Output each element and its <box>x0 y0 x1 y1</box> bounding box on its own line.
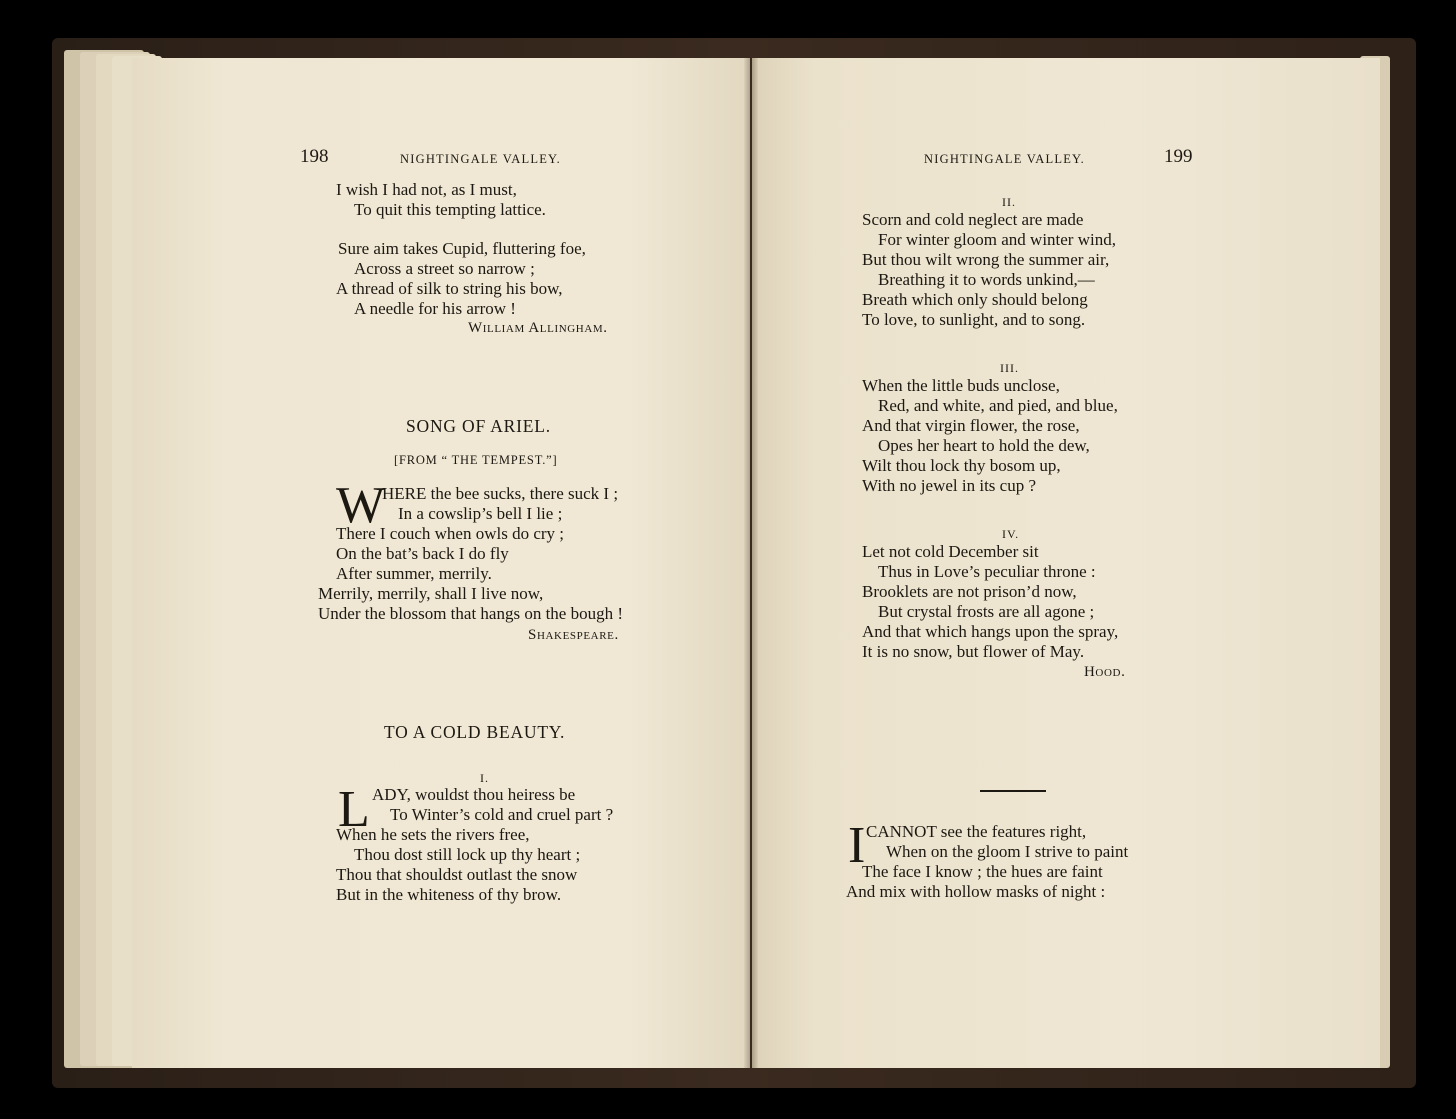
poem-line: To love, to sunlight, and to song. <box>862 310 1086 329</box>
poem-line: Wilt thou lock thy bosom up, <box>862 456 1061 475</box>
poem-title: SONG OF ARIEL. <box>406 416 551 436</box>
poem-line: To quit this tempting lattice. <box>354 200 546 219</box>
poem-line: A thread of silk to string his bow, <box>336 279 563 298</box>
poem-line: ADY, wouldst thou heiress be <box>372 785 576 804</box>
poem-line: The face I know ; the hues are faint <box>862 862 1103 881</box>
poem-line: Thou that shouldst outlast the snow <box>336 865 578 884</box>
poem-line: Opes her heart to hold the dew, <box>878 436 1090 455</box>
poem-line: And that virgin flower, the rose, <box>862 416 1080 435</box>
poem-line: And that which hangs upon the spray, <box>862 622 1119 641</box>
author-attribution: Hood. <box>1084 664 1126 680</box>
poem-line: In a cowslip’s bell I lie ; <box>398 504 563 523</box>
poem-line: When on the gloom I strive to paint <box>886 842 1129 861</box>
poem-line: Brooklets are not prison’d now, <box>862 582 1077 601</box>
poem-line: After summer, merrily. <box>336 564 492 583</box>
right-page <box>752 58 1380 1068</box>
running-head: NIGHTINGALE VALLEY. <box>400 152 561 166</box>
poem-line: Merrily, merrily, shall I live now, <box>318 584 544 603</box>
poem-line: Scorn and cold neglect are made <box>862 210 1084 229</box>
poem-line: But crystal frosts are all agone ; <box>878 602 1095 621</box>
poem-line: Across a street so narrow ; <box>354 259 535 278</box>
page-number: 198 <box>300 146 329 167</box>
section-number: III. <box>1000 361 1019 375</box>
book-gutter <box>744 58 758 1068</box>
poem-line: It is no snow, but flower of May. <box>862 642 1085 661</box>
poem-line: Sure aim takes Cupid, fluttering foe, <box>338 239 586 258</box>
poem-subtitle: [FROM “ THE TEMPEST.”] <box>394 453 558 467</box>
author-attribution: William Allingham. <box>468 320 608 336</box>
poem-line: On the bat’s back I do fly <box>336 544 509 563</box>
poem-line: Red, and white, and pied, and blue, <box>878 396 1118 415</box>
poem-line: But in the whiteness of thy brow. <box>336 885 562 904</box>
section-number: I. <box>480 771 489 785</box>
poem-line: CANNOT see the features right, <box>866 822 1087 841</box>
left-page <box>132 58 750 1068</box>
poem-line: Thus in Love’s peculiar throne : <box>878 562 1096 581</box>
poem-title: TO A COLD BEAUTY. <box>384 722 566 742</box>
poem-line: A needle for his arrow ! <box>354 299 516 318</box>
poem-line: And mix with hollow masks of night : <box>846 882 1106 901</box>
drop-cap: I <box>848 817 866 874</box>
poem-line: I wish I had not, as I must, <box>336 180 517 199</box>
poem-line: Under the blossom that hangs on the bough ! <box>318 604 624 623</box>
poem-line: But thou wilt wrong the summer air, <box>862 250 1110 269</box>
poem-line: To Winter’s cold and cruel part ? <box>390 805 614 824</box>
poem-line: Breath which only should belong <box>862 290 1088 309</box>
section-divider <box>980 790 1046 792</box>
poem-line: When he sets the rivers free, <box>336 825 530 844</box>
poem-line: Let not cold December sit <box>862 542 1039 561</box>
poem-line: HERE the bee sucks, there suck I ; <box>382 484 619 503</box>
section-number: II. <box>1002 195 1016 209</box>
poem-line: Breathing it to words unkind,— <box>878 270 1095 289</box>
drop-cap: W <box>336 477 386 534</box>
poem-line: For winter gloom and winter wind, <box>878 230 1116 249</box>
poem-line: There I couch when owls do cry ; <box>336 524 565 543</box>
page-number: 199 <box>1164 146 1193 167</box>
section-number: IV. <box>1002 527 1020 541</box>
author-attribution: Shakespeare. <box>528 627 619 643</box>
poem-line: Thou dost still lock up thy heart ; <box>354 845 581 864</box>
poem-line: With no jewel in its cup ? <box>862 476 1037 495</box>
drop-cap: L <box>338 781 370 838</box>
running-head: NIGHTINGALE VALLEY. <box>924 152 1085 166</box>
poem-line: When the little buds unclose, <box>862 376 1060 395</box>
